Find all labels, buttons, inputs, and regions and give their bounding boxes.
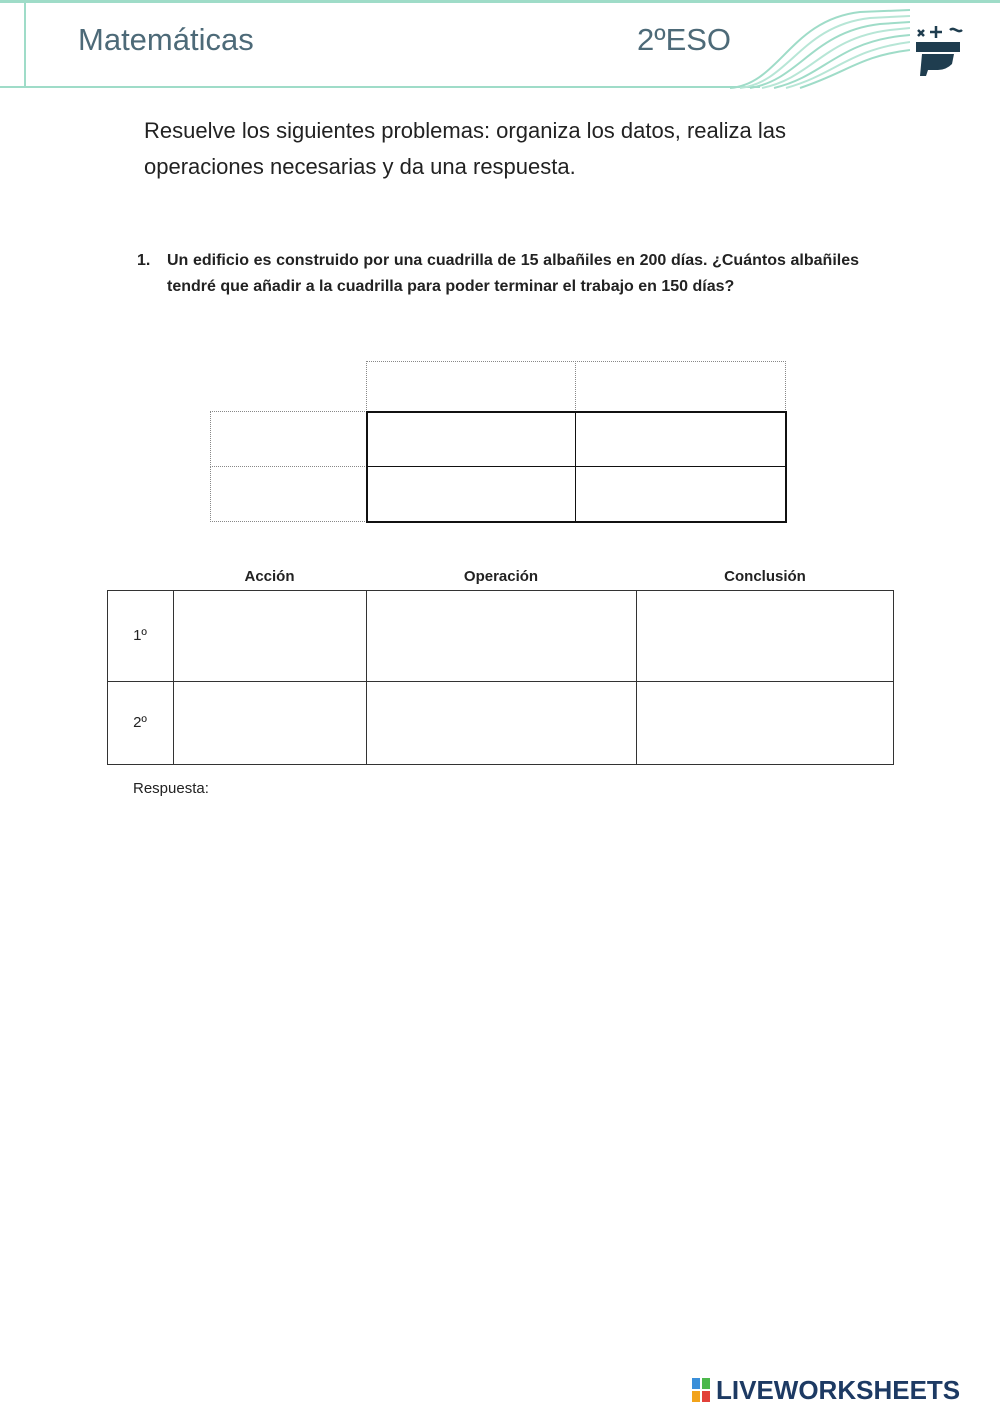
school-logo-icon	[912, 24, 964, 78]
work-table-divider-v3	[636, 590, 637, 765]
data-value-cell-2-1[interactable]	[368, 468, 574, 520]
answer-input[interactable]	[220, 778, 880, 802]
footer-brand-text: LIVEWORKSHEETS	[716, 1375, 961, 1405]
data-row-label-2[interactable]	[210, 466, 367, 522]
header-waves-decoration	[720, 0, 910, 90]
answer-label: Respuesta:	[133, 780, 209, 797]
instructions-text: Resuelve los siguientes problemas: organiza los datos, realiza las operaciones necesarias y da una respuesta.	[144, 118, 787, 179]
operacion-cell-1[interactable]	[368, 592, 635, 680]
data-values-divider-v	[575, 411, 576, 523]
accion-cell-2[interactable]	[175, 683, 365, 763]
subject-title: Matemáticas	[78, 22, 254, 57]
work-table-divider-v1	[173, 590, 174, 765]
data-value-cell-2-2[interactable]	[577, 468, 784, 520]
conclusion-cell-2[interactable]	[638, 683, 892, 763]
problem-1	[137, 248, 859, 300]
page-header	[0, 0, 1000, 90]
data-header-cell-2[interactable]	[575, 361, 786, 412]
data-value-cell-1-2[interactable]	[577, 413, 784, 465]
work-table-divider-v2	[366, 590, 367, 765]
liveworksheets-logo-icon	[692, 1378, 710, 1402]
header-bottom-line	[0, 86, 760, 88]
data-value-cell-1-1[interactable]	[368, 413, 574, 465]
problem-statement: Un edificio es construido por una cuadrilla de 15 albañiles en 200 días. ¿Cuántos albañiles tendré que añadir a la cuadrilla para poder terminar el trabajo en 150 días?	[167, 252, 859, 295]
row-label-1: 1º	[133, 627, 147, 644]
data-row-label-1[interactable]	[210, 411, 367, 467]
work-table-divider-h	[107, 681, 894, 682]
accion-cell-1[interactable]	[175, 592, 365, 680]
data-values-divider-h	[366, 466, 787, 467]
problem-number: 1.	[137, 252, 151, 269]
column-header-operacion: Operación	[463, 568, 539, 585]
conclusion-cell-1[interactable]	[638, 592, 892, 680]
column-header-accion: Acción	[244, 568, 295, 585]
row-label-2: 2º	[133, 714, 147, 731]
header-left-bar	[24, 0, 26, 88]
data-header-cell-1[interactable]	[366, 361, 576, 412]
grade-label: 2ºESO	[637, 22, 732, 57]
operacion-cell-2[interactable]	[368, 683, 635, 763]
column-header-conclusion: Conclusión	[724, 568, 806, 585]
